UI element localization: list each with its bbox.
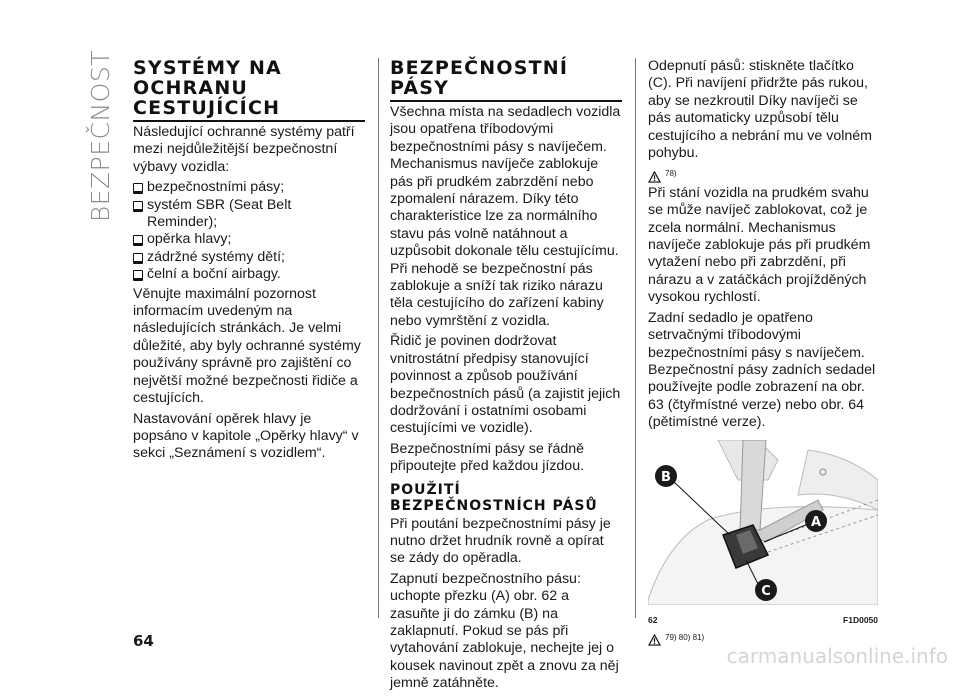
callout-label-b: B	[661, 469, 671, 485]
intro-paragraph: Následující ochranné systémy patří mezi nejdůležitější bezpečnostní výbavy vozidla:	[133, 124, 355, 175]
seatbelt-buckle-illustration	[648, 440, 878, 605]
callout-label-a: A	[810, 514, 822, 530]
figure-caption	[648, 612, 878, 629]
column-divider	[635, 58, 636, 618]
list-item: čelní a boční airbagy.	[133, 266, 365, 283]
warning-triangle-icon	[648, 171, 661, 183]
figure-62-seatbelt-buckle	[648, 440, 878, 625]
heading-seatbelt-use: POUŽITÍ BEZPEČNOSTNÍCH PÁSŮ	[390, 481, 598, 514]
column-2	[390, 58, 622, 696]
warning-reference	[648, 165, 878, 182]
driver-duty-paragraph: Řidič je povinen dodržovat vnitrostátní předpisy stanovující povinnost a způsob používání bezpečnostních pásů (a zajistit jejich dodržování i ostatními osobami cestujícími ve vozidle).	[390, 333, 621, 437]
column-divider	[378, 58, 379, 618]
list-item: systém SBR (Seat Belt Reminder);	[133, 197, 365, 232]
heading-seat-belts: BEZPEČNOSTNÍ PÁSY	[390, 58, 622, 102]
protection-list	[133, 179, 365, 283]
warning-ref-text: 79) 80) 81)	[665, 632, 705, 642]
list-item: bezpečnostními pásy;	[133, 179, 365, 196]
warning-ref-text: 78)	[665, 169, 677, 179]
headrest-paragraph: Nastavování opěrek hlavy je popsáno v kapitole „Opěrky hlavy“ v sekci „Seznámení s vozidlem“.	[133, 410, 359, 462]
page-number: 64	[133, 632, 154, 650]
section-side-tab: BEZPEČNOST	[86, 50, 115, 223]
fastening-paragraph: Zapnutí bezpečnostního pásu: uchopte přezku (A) obr. 62 a zasuňte ji do zámku (B) na zaklapnutí. Pokud se pás při vytahování zablokuje, nechejte jej o kousek navinout zpět a znovu za něj jemně zatáhněte.	[390, 570, 619, 692]
warning-triangle-icon	[648, 634, 661, 646]
heading-protection-systems: SYSTÉMY NA OCHRANU CESTUJÍCÍCH	[133, 58, 365, 122]
callout-label-c: C	[761, 583, 771, 599]
seatbelt-paragraph: Všechna místa na sedadlech vozidla jsou opatřena tříbodovými bezpečnostními pásy s navíječem. Mechanismus navíječe zablokuje pás při prudkém zabrzdění nebo zpomalení nárazem. Díky této charakteristice lze za normálního stavu pás volně natáhnout a uzpůsobit dokonale tělu cestujícímu. Při nehodě se bezpečnostní pás zablokuje a sníží tak riziko nárazu těla cestujícího do zařízení kabiny nebo vymrštění z vozidla.	[390, 104, 621, 329]
list-item: zádržné systémy dětí;	[133, 249, 365, 266]
buckle-up-paragraph: Bezpečnostními pásy se řádně připoutejte před každou jízdou.	[390, 440, 585, 475]
attention-paragraph: Věnujte maximální pozornost informacím uvedeným na následujících stránkách. Je velmi důležité, aby byly ochranné systémy používány správně pro zajištění co největší možné bezpečnosti řidiče a cestujících.	[133, 285, 361, 407]
watermark: carmanualsonline.info	[726, 644, 948, 668]
figure-code: F1D0050	[843, 614, 878, 625]
column-3	[648, 58, 878, 648]
posture-paragraph: Při poutání bezpečnostními pásy je nutno držet hrudník rovně a opírat se zády do opěradla.	[390, 515, 611, 567]
column-1	[133, 58, 365, 466]
figure-number: 62	[648, 614, 658, 625]
slope-paragraph: Při stání vozidla na prudkém svahu se může navíječ zablokovat, což je zcela normální. Mechanismus navíječe zablokuje pás při prudkém vytažení nebo při zabrzdění, při nárazu a v zatáčkách projížděných vysokou rychlostí.	[648, 184, 871, 306]
list-item: opěrka hlavy;	[133, 231, 365, 248]
unfastening-paragraph: Odepnutí pásů: stiskněte tlačítko (C). Při navíjení přidržte pás rukou, aby se nezkroutil Díky navíječi se pás automaticky uzpůsobí tělu cestujícího a nebrání mu ve volném pohybu.	[648, 58, 872, 162]
rear-seat-paragraph: Zadní sedadlo je opatřeno setrvačnými tříbodovými bezpečnostními pásy s navíječem. Bezpečnostní pásy zadních sedadel používejte podle zobrazení na obr. 63 (čtyřmístné verze) nebo obr. 64 (pětimístné verze).	[648, 309, 876, 431]
